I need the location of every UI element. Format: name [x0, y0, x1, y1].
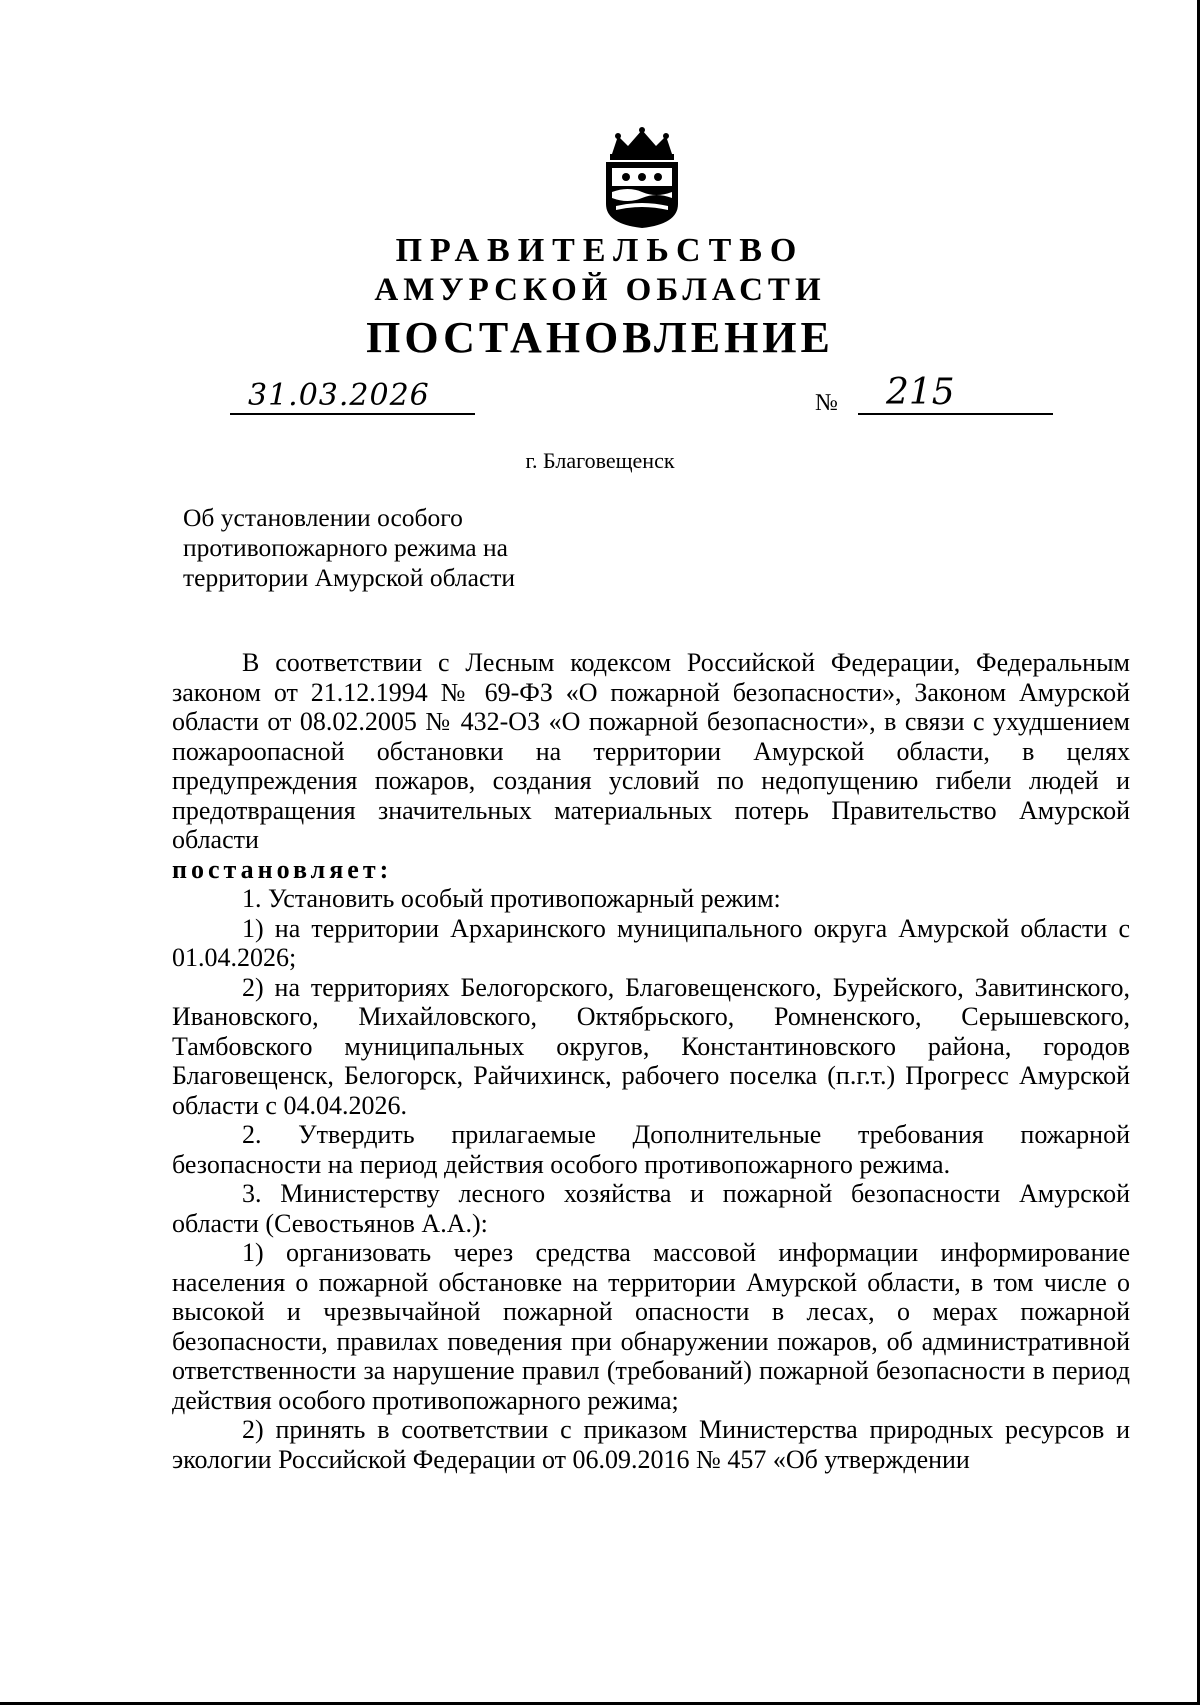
number-underline [858, 413, 1053, 415]
document-body [172, 648, 1130, 1474]
document-subject [183, 503, 603, 593]
clause-3-2: 2) принять в соответствии с приказом Министерства природных ресурсов и экологии Российской Федерации от 06.09.2016 № 457 «Об утверждении [172, 1415, 1130, 1474]
clause-3: 3. Министерству лесного хозяйства и пожарной безопасности Амурской области (Севостьянов А.А.): [172, 1179, 1130, 1238]
coat-of-arms-emblem [598, 126, 686, 230]
document-date: 31.03.2026 [248, 378, 430, 413]
number-label: № [815, 390, 838, 416]
subject-line: территории Амурской области [183, 563, 516, 592]
preamble-paragraph: В соответствии с Лесным кодексом Российской Федерации, Федеральным законом от 21.12.1994 № 69-ФЗ «О пожарной безопасности», Законом Амурской области от 08.02.2005 № 432-ОЗ «О пожарной безопасности», в связи с ухудшением пожароопасной обстановки на территории Амурской области, в целях предупреждения пожаров, создания условий по недопущению гибели людей и предотвращения значительных материальных потерь Правительство Амурской области [172, 648, 1130, 854]
document-type-title: ПОСТАНОВЛЕНИЕ [366, 313, 834, 362]
date-underline [230, 413, 475, 415]
clause-3-1: 1) организовать через средства массовой информации информирование населения о пожарной обстановке на территории Амурской области, в том числе о высокой и чрезвычайной пожарной опасности в лесах, о мерах пожарной безопасности, правилах поведения при обнаружении пожаров, об административной ответственности за нарушение правил (требований) пожарной безопасности в период действия особого противопожарного режима; [172, 1238, 1130, 1415]
government-title: ПРАВИТЕЛЬСТВО [395, 232, 805, 269]
decree-word: постановляет: [172, 854, 393, 884]
subject-line: противопожарного режима на [183, 533, 508, 562]
clause-1-2: 2) на территориях Белогорского, Благовещенского, Бурейского, Завитинского, Ивановского, Михайловского, Октябрьского, Ромненского, Серышевского, Тамбовского муниципальных округов, Константиновского района, городов Благовещенск, Белогорск, Райчихинск, рабочего поселка (п.г.т.) Прогресс Амурской области с 04.04.2026. [172, 972, 1130, 1120]
city-name: г. Благовещенск [525, 448, 675, 473]
clause-1: 1. Установить особый противопожарный режим: [242, 884, 781, 913]
region-title: АМУРСКОЙ ОБЛАСТИ [374, 272, 826, 308]
subject-line: Об установлении особого [183, 503, 463, 532]
clause-1-1: 1) на территории Архаринского муниципального округа Амурской области с 01.04.2026; [172, 913, 1130, 972]
clause-2: 2. Утвердить прилагаемые Дополнительные требования пожарной безопасности на период действия особого противопожарного режима. [172, 1120, 1130, 1179]
document-number: 215 [886, 372, 955, 413]
